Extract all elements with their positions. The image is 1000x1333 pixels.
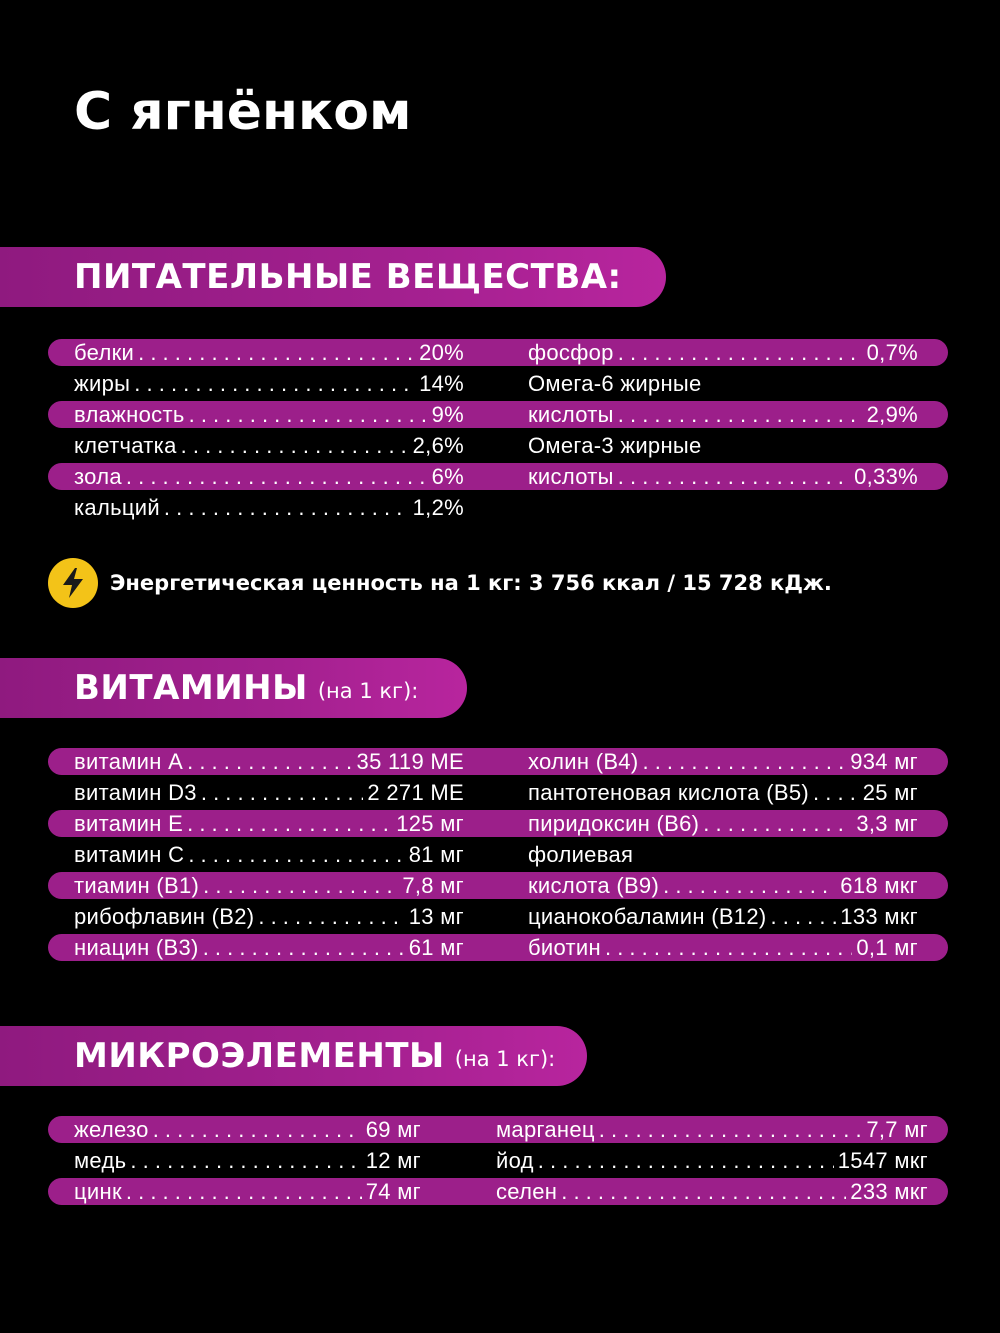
dot-leader <box>181 433 409 459</box>
row-label: пантотеновая кислота (В5) <box>528 779 810 805</box>
row-value: 74 мг <box>365 1178 421 1204</box>
row-label: витамин D3 <box>74 779 197 805</box>
row-value: 61 мг <box>408 934 464 960</box>
row-label: клетчатка <box>74 432 177 458</box>
row-label: фолиевая <box>528 841 634 867</box>
table-row <box>528 808 918 839</box>
row-value: 9% <box>431 401 464 427</box>
row-label: жиры <box>74 370 131 396</box>
vitamins-heading: ВИТАМИНЫ <box>74 668 308 708</box>
lightning-icon <box>48 558 98 608</box>
table-row <box>74 368 464 399</box>
row-value: 6% <box>431 463 464 489</box>
table-row <box>74 901 464 932</box>
row-value: 0,1 мг <box>856 934 918 960</box>
dot-leader <box>201 780 364 806</box>
dot-leader <box>189 402 428 428</box>
dot-leader <box>188 842 404 868</box>
row-label: кислота (В9) <box>528 872 660 898</box>
table-row <box>74 839 464 870</box>
row-value: 1547 мкг <box>837 1147 928 1173</box>
dot-leader <box>126 1179 362 1205</box>
row-label: марганец <box>496 1116 595 1142</box>
page-title: С ягнёнком <box>74 82 412 142</box>
energy-value-line <box>48 558 832 608</box>
dot-leader <box>605 935 852 961</box>
row-label: цинк <box>74 1178 122 1204</box>
row-value: 7,7 мг <box>866 1116 928 1142</box>
table-row <box>74 808 464 839</box>
table-row <box>74 870 464 901</box>
row-value: 35 119 МЕ <box>356 748 464 774</box>
row-label: рибофлавин (В2) <box>74 903 255 929</box>
table-row <box>74 430 464 461</box>
row-value: 81 мг <box>408 841 464 867</box>
table-row <box>528 777 918 808</box>
energy-text: Энергетическая ценность на 1 кг: 3 756 ккал / 15 728 кДж. <box>110 571 832 595</box>
table-row <box>528 461 918 492</box>
row-label: тиамин (В1) <box>74 872 200 898</box>
table-row <box>74 932 464 963</box>
dot-leader <box>203 873 398 899</box>
row-value: 133 мкг <box>840 903 918 929</box>
dot-leader <box>126 464 428 490</box>
row-label: витамин С <box>74 841 185 867</box>
dot-leader <box>164 495 409 521</box>
vitamins-subheading: (на 1 кг): <box>317 679 419 703</box>
dot-leader <box>771 904 837 930</box>
microelements-heading: МИКРОЭЛЕМЕНТЫ <box>74 1036 445 1076</box>
table-row <box>496 1176 928 1207</box>
table-row <box>528 430 918 461</box>
row-label: йод <box>496 1147 534 1173</box>
table-row <box>528 368 918 399</box>
vitamins-banner <box>0 658 467 718</box>
row-value: 618 мкг <box>840 872 918 898</box>
row-label: цианокобаламин (В12) <box>528 903 767 929</box>
row-label: Омега-6 жирные <box>528 370 702 396</box>
table-row <box>528 839 918 870</box>
dot-leader <box>187 811 392 837</box>
table-row <box>74 492 464 523</box>
row-label: витамин А <box>74 748 184 774</box>
row-value: 233 мкг <box>850 1178 928 1204</box>
table-row <box>528 399 918 430</box>
row-value: 2,6% <box>412 432 464 458</box>
row-value: 934 мг <box>850 748 918 774</box>
dot-leader <box>203 935 405 961</box>
table-row <box>74 399 464 430</box>
table-row <box>528 901 918 932</box>
row-value: 3,3 мг <box>856 810 918 836</box>
dot-leader <box>618 402 863 428</box>
row-label: витамин Е <box>74 810 184 836</box>
dot-leader <box>538 1148 834 1174</box>
row-label: зола <box>74 463 122 489</box>
row-value: 2 271 МЕ <box>367 779 464 805</box>
table-row <box>74 337 464 368</box>
dot-leader <box>703 811 852 837</box>
table-row <box>74 1145 421 1176</box>
nutrients-banner <box>0 247 666 307</box>
nutrients-heading: ПИТАТЕЛЬНЫЕ ВЕЩЕСТВА: <box>74 257 622 297</box>
dot-leader <box>642 749 846 775</box>
row-label: кислоты <box>528 401 614 427</box>
table-row <box>74 777 464 808</box>
row-value: 14% <box>419 370 464 396</box>
row-value: 13 мг <box>408 903 464 929</box>
table-row <box>74 746 464 777</box>
row-label: фосфор <box>528 339 614 365</box>
table-row <box>74 461 464 492</box>
table-row <box>528 337 918 368</box>
dot-leader <box>138 340 415 366</box>
row-label: медь <box>74 1147 127 1173</box>
microelements-banner <box>0 1026 587 1086</box>
microelements-subheading: (на 1 кг): <box>454 1047 556 1071</box>
row-value: 25 мг <box>862 779 918 805</box>
row-label: Омега-3 жирные <box>528 432 702 458</box>
row-value: 7,8 мг <box>402 872 464 898</box>
row-value: 12 мг <box>365 1147 421 1173</box>
row-value: 125 мг <box>396 810 464 836</box>
dot-leader <box>813 780 859 806</box>
dot-leader <box>187 749 352 775</box>
row-value: 69 мг <box>365 1116 421 1142</box>
dot-leader <box>153 1117 362 1143</box>
row-label: биотин <box>528 934 601 960</box>
row-label: селен <box>496 1178 558 1204</box>
dot-leader <box>130 1148 361 1174</box>
row-label: холин (В4) <box>528 748 639 774</box>
row-label: белки <box>74 339 135 365</box>
row-label: ниацин (В3) <box>74 934 199 960</box>
row-label: железо <box>74 1116 149 1142</box>
table-row <box>528 746 918 777</box>
row-value: 20% <box>419 339 464 365</box>
dot-leader <box>663 873 836 899</box>
row-value: 1,2% <box>412 494 464 520</box>
table-row <box>74 1176 421 1207</box>
table-row <box>528 932 918 963</box>
row-value: 0,33% <box>854 463 918 489</box>
table-row <box>528 870 918 901</box>
table-row <box>74 1114 421 1145</box>
row-value: 2,9% <box>866 401 918 427</box>
table-row <box>496 1145 928 1176</box>
dot-leader <box>561 1179 846 1205</box>
dot-leader <box>618 464 850 490</box>
dot-leader <box>599 1117 863 1143</box>
row-label: влажность <box>74 401 185 427</box>
row-label: пиридоксин (В6) <box>528 810 700 836</box>
table-row <box>496 1114 928 1145</box>
row-label: кальций <box>74 494 160 520</box>
row-value: 0,7% <box>866 339 918 365</box>
dot-leader <box>258 904 404 930</box>
row-label: кислоты <box>528 463 614 489</box>
dot-leader <box>134 371 415 397</box>
dot-leader <box>618 340 863 366</box>
